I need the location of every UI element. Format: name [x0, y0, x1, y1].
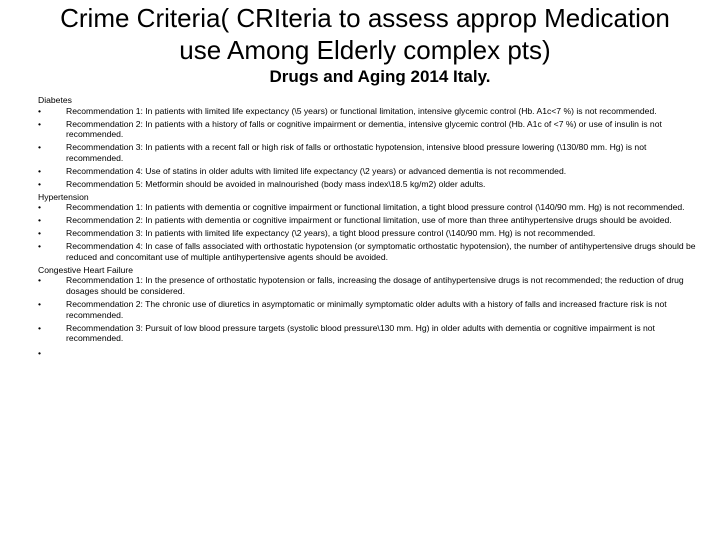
bullet-icon: •	[38, 241, 42, 252]
section-heading: Congestive Heart Failure	[38, 264, 134, 275]
bullet-icon: •	[38, 215, 42, 226]
recommendation-text: Recommendation 4: In case of falls associated with orthostatic hypotension (or symptomatic orthostatic hypotension), the number of antihypertensive drugs should be reduced and concomitant use of multiple antihypertensive agents should be avoided.	[66, 241, 696, 262]
recommendation-item	[38, 299, 706, 320]
bullet-icon: •	[38, 118, 42, 129]
bullet-icon: •	[38, 165, 42, 176]
recommendation-item	[38, 215, 706, 226]
bullet-icon: •	[38, 322, 42, 333]
recommendation-text: Recommendation 2: In patients with a history of falls or cognitive impairment or dementia, intensive glycemic control (Hb. A1c of <7 %) or use of insulin is not recommended.	[66, 118, 662, 140]
recommendation-item	[38, 323, 706, 344]
recommendation-text: Recommendation 1: In patients with dementia or cognitive impairment or functional limitation, a tight blood pressure control (\140/90 mm. Hg) is not recommended.	[66, 202, 685, 213]
section-heading: Diabetes	[38, 95, 72, 105]
recommendation-text: Recommendation 3: In patients with limited life expectancy (\2 years), a tight blood pressure control (\140/90 mm. Hg) is not recommended.	[66, 228, 596, 239]
bullet-icon: •	[38, 275, 42, 286]
recommendation-text: Recommendation 4: Use of statins in older adults with limited life expectancy (\2 years) or advanced dementia is not recommended.	[66, 165, 567, 176]
bullet-icon: •	[38, 299, 42, 309]
recommendation-item	[38, 241, 706, 262]
recommendation-text: Recommendation 5: Metformin should be avoided in malnourished (body mass index\18.5 kg/m2) older adults.	[66, 178, 486, 189]
bullet-icon: •	[38, 178, 42, 189]
recommendation-item	[38, 106, 706, 117]
recommendation-item	[38, 119, 706, 140]
recommendation-item	[38, 166, 706, 177]
slide-body	[38, 95, 706, 358]
recommendation-text: Recommendation 2: The chronic use of diuretics in asymptomatic or minimally symptomatic older adults with a history of falls and increased fracture risk is not recommended.	[66, 299, 667, 320]
bullet-icon: •	[38, 105, 42, 116]
recommendation-item	[38, 275, 706, 296]
recommendation-item	[38, 202, 706, 213]
recommendation-item	[38, 228, 706, 239]
bullet-icon: •	[38, 228, 42, 239]
recommendation-text: Recommendation 1: In patients with limited life expectancy (\5 years) or functional limitation, intensive glycemic control (Hb. A1c<7 %) is not recommended.	[66, 105, 657, 116]
bullet-icon: •	[38, 347, 42, 358]
slide-title: Crime Criteria( CRIteria to assess approp Medication use Among Elderly complex pts)	[60, 3, 670, 65]
recommendation-text: Recommendation 3: In patients with a recent fall or high risk of falls or orthostatic hypotension, intensive blood pressure lowering (\130/80 mm. Hg) is not recommended.	[66, 142, 647, 163]
recommendation-item	[38, 179, 706, 190]
section-heading: Hypertension	[38, 191, 89, 202]
recommendation-item	[38, 142, 706, 163]
bullet-icon: •	[38, 202, 42, 213]
bullet-icon: •	[38, 142, 42, 153]
recommendation-text: Recommendation 2: In patients with dementia or cognitive impairment or functional limitation, use of more than three antihypertensive drugs should be avoided.	[66, 215, 672, 226]
recommendation-text: Recommendation 1: In the presence of orthostatic hypotension or falls, increasing the dosage of antihypertensive drugs is not recommended; the reduction of drug dosages should be considered.	[66, 275, 684, 297]
recommendation-text: Recommendation 3: Pursuit of low blood pressure targets (systolic blood pressure\130 mm. Hg) in older adults with dementia or cognitive impairment is not recommended.	[66, 322, 655, 344]
slide-subtitle: Drugs and Aging 2014 Italy.	[269, 67, 491, 86]
empty-bullet-item	[38, 348, 706, 359]
